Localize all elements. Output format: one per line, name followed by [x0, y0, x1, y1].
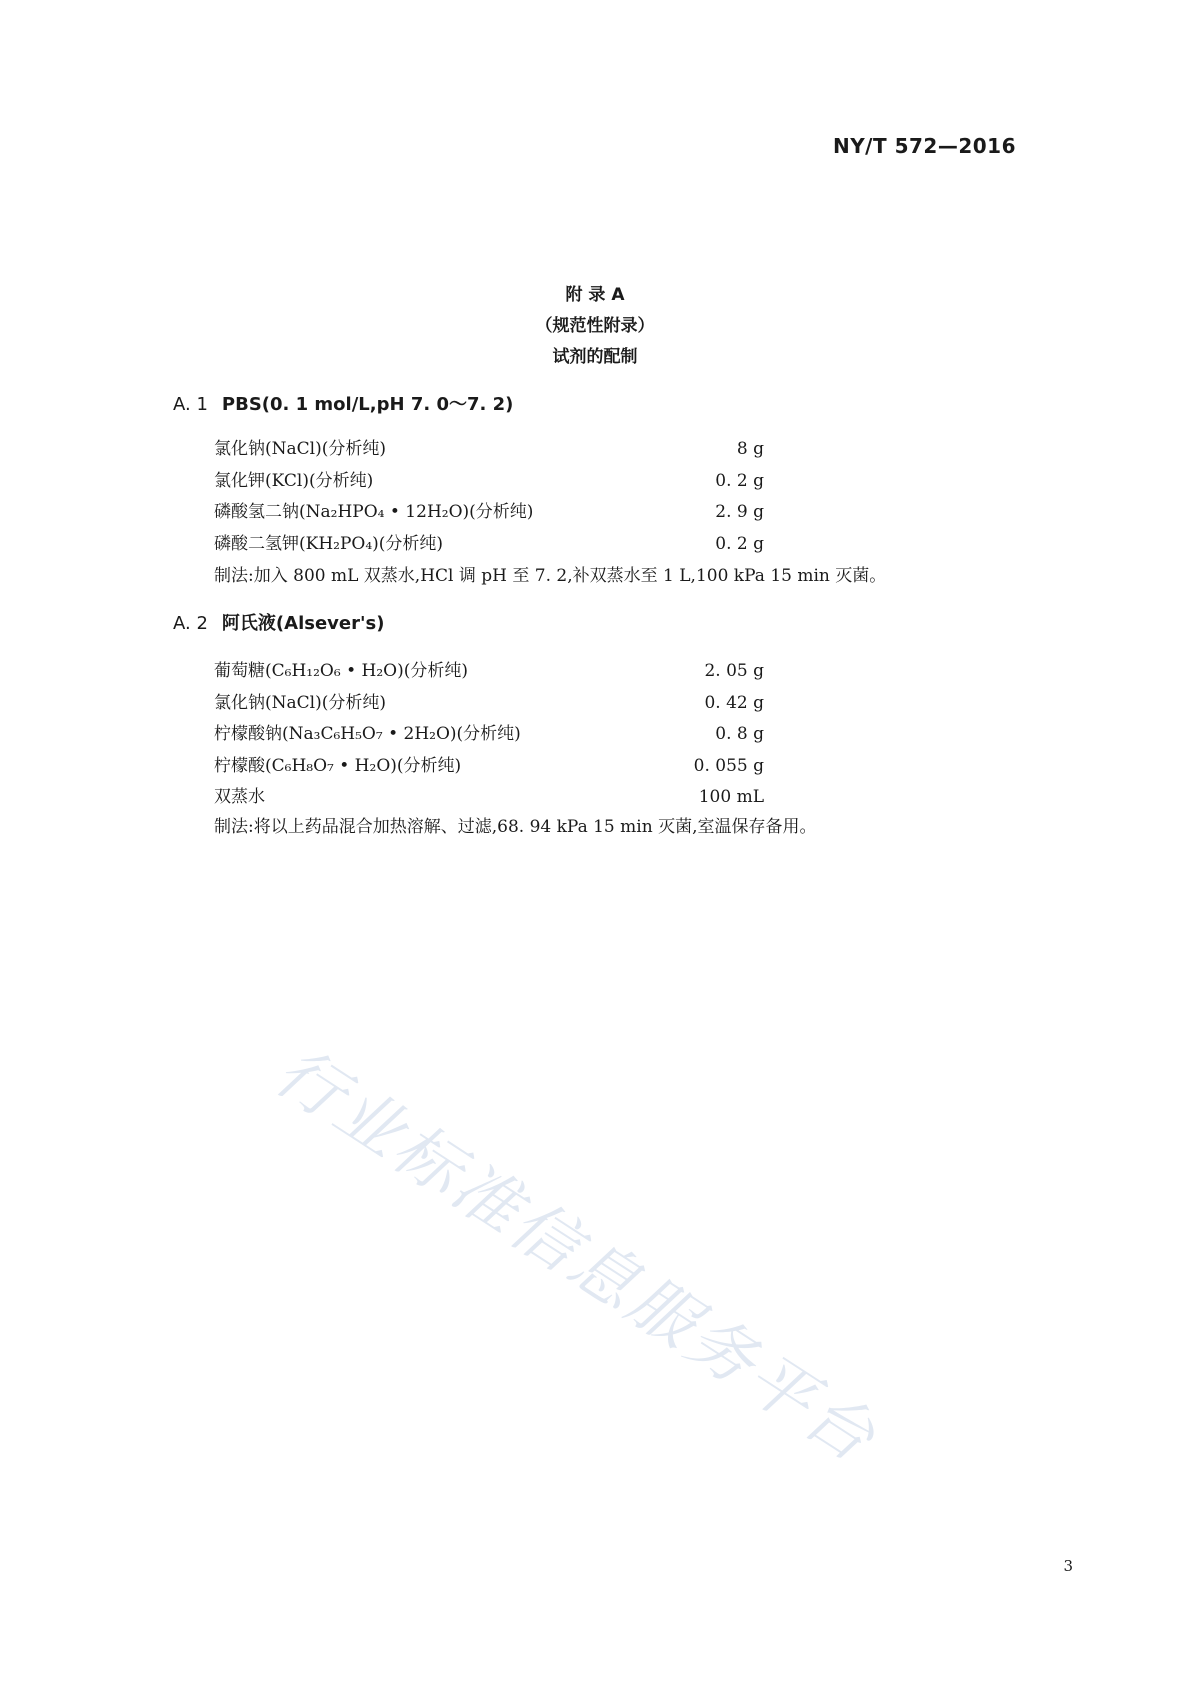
reagent-name: 氯化钠(NaCl)(分析纯) — [214, 692, 386, 713]
reagent-row — [214, 782, 764, 814]
reagent-amount: 2. 9 g — [715, 502, 764, 522]
reagent-row — [214, 688, 764, 720]
reagent-list-a1 — [214, 434, 764, 560]
reagent-row — [214, 434, 764, 466]
section-heading-a1 — [173, 392, 513, 418]
watermark: 行业标准信息服务平台 — [261, 1032, 891, 1479]
reagent-amount: 0. 2 g — [715, 533, 764, 554]
section-number: A. 2 — [173, 613, 208, 634]
reagent-name: 磷酸氢二钠(Na₂HPO₄ • 12H₂O)(分析纯) — [214, 502, 534, 522]
section-heading-a2 — [173, 611, 384, 637]
reagent-name: 葡萄糖(C₆H₁₂O₆ • H₂O)(分析纯) — [214, 661, 468, 681]
reagent-row — [214, 656, 764, 688]
reagent-row — [214, 466, 764, 498]
reagent-list-a2 — [214, 656, 764, 814]
preparation-method-a2: 制法:将以上药品混合加热溶解、过滤,68. 94 kPa 15 min 灭菌,室温保存备用。 — [214, 817, 817, 837]
section-number: A. 1 — [173, 394, 208, 415]
annex-title: 附 录 A — [565, 285, 625, 305]
annex-subject: 试剂的配制 — [552, 347, 638, 367]
reagent-name: 双蒸水 — [214, 787, 265, 807]
reagent-amount: 100 mL — [698, 787, 764, 807]
page-number: 3 — [1063, 1557, 1073, 1575]
reagent-amount: 0. 8 g — [715, 724, 764, 744]
reagent-row — [214, 751, 764, 783]
annex-heading — [0, 280, 1190, 373]
reagent-name: 磷酸二氢钾(KH₂PO₄)(分析纯) — [214, 533, 444, 554]
section-title: 阿氏液(Alsever's) — [221, 613, 385, 634]
reagent-row — [214, 529, 764, 561]
reagent-row — [214, 719, 764, 751]
reagent-name: 柠檬酸(C₆H₈O₇ • H₂O)(分析纯) — [214, 755, 462, 776]
reagent-amount: 2. 05 g — [704, 661, 764, 681]
reagent-amount: 0. 42 g — [704, 692, 764, 713]
standard-code: NY/T 572—2016 — [832, 134, 1016, 158]
reagent-amount: 8 g — [736, 439, 764, 459]
preparation-method-a1: 制法:加入 800 mL 双蒸水,HCl 调 pH 至 7. 2,补双蒸水至 1 L,100 kPa 15 min 灭菌。 — [214, 566, 887, 586]
reagent-name: 氯化钠(NaCl)(分析纯) — [214, 439, 386, 459]
reagent-name: 氯化钾(KCl)(分析纯) — [214, 470, 374, 491]
annex-type: （规范性附录） — [535, 316, 655, 336]
section-title: PBS(0. 1 mol/L,pH 7. 0～7. 2) — [221, 394, 514, 415]
reagent-name: 柠檬酸钠(Na₃C₆H₅O₇ • 2H₂O)(分析纯) — [214, 724, 521, 744]
reagent-amount: 0. 2 g — [715, 470, 764, 491]
reagent-row — [214, 497, 764, 529]
reagent-amount: 0. 055 g — [693, 755, 764, 776]
